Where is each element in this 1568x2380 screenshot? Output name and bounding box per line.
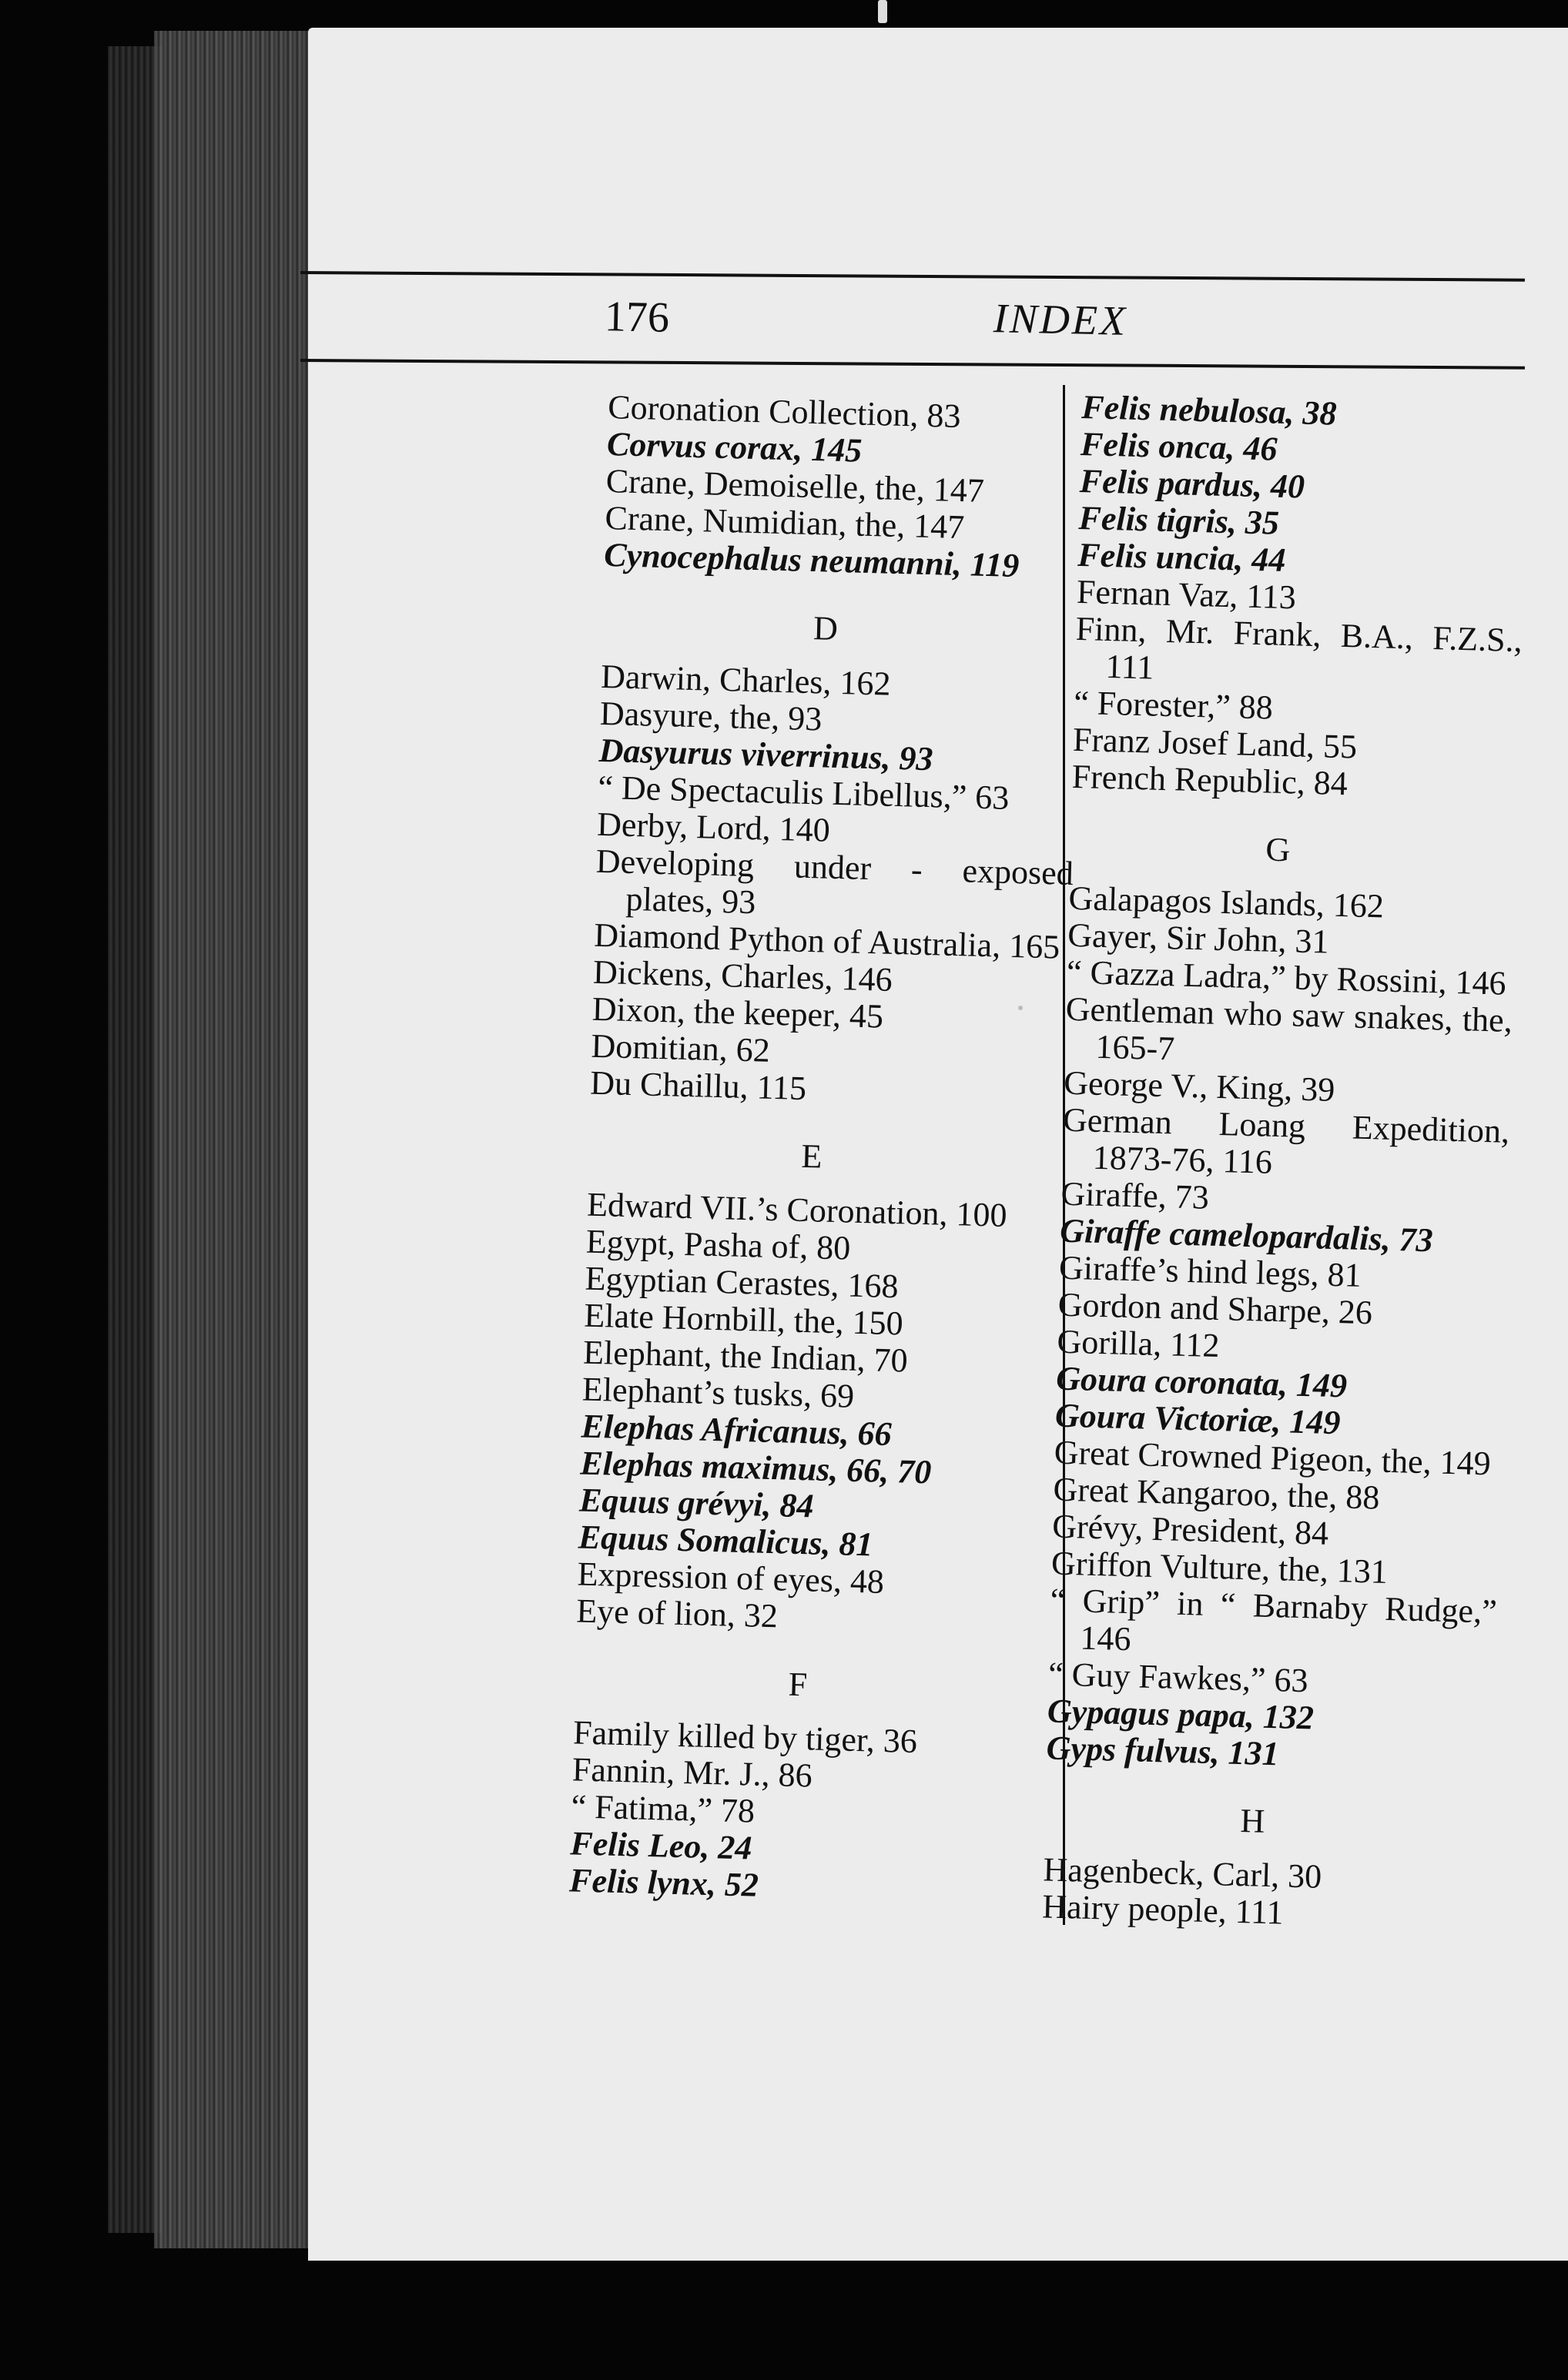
index-entry: Elephant, the Indian, 70 xyxy=(582,1333,909,1380)
index-entry: Domitian, 62 xyxy=(591,1026,771,1069)
index-entry: Hairy people, 111 xyxy=(1041,1887,1285,1932)
index-entry: Giraffe’s hind legs, 81 xyxy=(1058,1248,1362,1294)
index-entry: Family killed by tiger, 36 xyxy=(572,1713,918,1761)
index-entry: Derby, Lord, 140 xyxy=(596,805,831,849)
section-letter: G xyxy=(1265,830,1291,869)
index-entry: Egyptian Cerastes, 168 xyxy=(585,1259,900,1306)
index-entry: French Republic, 84 xyxy=(1071,757,1349,803)
index-entry: Edward VII.’s Coronation, 100 xyxy=(586,1185,1008,1234)
index-entry: George V., King, 39 xyxy=(1063,1063,1335,1109)
index-entry: Giraffe, 73 xyxy=(1060,1174,1210,1217)
index-entry: Felis tigris, 35 xyxy=(1077,498,1280,542)
index-entry: Giraffe camelopardalis, 73 xyxy=(1059,1211,1434,1260)
index-entry: Gorilla, 112 xyxy=(1056,1322,1221,1365)
index-column-right xyxy=(1042,389,1529,1936)
section-letter: F xyxy=(788,1665,808,1704)
index-entry: Dasyure, the, 93 xyxy=(599,694,823,738)
index-entry: Finn, Mr. Frank, B.A., F.Z.S., 111 xyxy=(1075,609,1523,687)
index-entry: Dasyurus viverrinus, 93 xyxy=(598,731,934,778)
index-entry: “ Gazza Ladra,” by Rossini, 146 xyxy=(1066,952,1507,1003)
index-entry: Eye of lion, 32 xyxy=(575,1592,779,1635)
index-entry: Coronation Collection, 83 xyxy=(607,388,962,435)
index-entry: “ Forester,” 88 xyxy=(1073,683,1274,727)
index-entry: Great Kangaroo, the, 88 xyxy=(1052,1470,1381,1517)
index-entry: Gayer, Sir John, 31 xyxy=(1067,916,1330,961)
index-entry: Cynocephalus neumanni, 119 xyxy=(603,535,1020,585)
index-entry: Galapagos Islands, 162 xyxy=(1068,879,1385,926)
paper-speck xyxy=(878,0,887,23)
index-entry: Equus grévyi, 84 xyxy=(578,1481,815,1525)
page-header xyxy=(0,293,1568,354)
index-entry: Grévy, President, 84 xyxy=(1051,1507,1329,1552)
section-letter: E xyxy=(800,1136,823,1176)
index-entry: “ Guy Fawkes,” 63 xyxy=(1047,1655,1309,1700)
index-column-left xyxy=(569,389,1086,1912)
index-entry: Griffon Vulture, the, 131 xyxy=(1050,1544,1389,1591)
index-entry: Gyps fulvus, 131 xyxy=(1046,1729,1280,1773)
index-entry: Felis lynx, 52 xyxy=(568,1861,759,1904)
index-entry: Gordon and Sharpe, 26 xyxy=(1057,1285,1373,1332)
section-letter: H xyxy=(1239,1802,1265,1840)
index-entry: Felis uncia, 44 xyxy=(1077,535,1287,579)
index-entry: Crane, Demoiselle, the, 147 xyxy=(605,461,985,510)
index-entry: Dixon, the keeper, 45 xyxy=(591,989,884,1036)
index-entry: Du Chaillu, 115 xyxy=(589,1063,807,1108)
index-entry: Felis nebulosa, 38 xyxy=(1081,388,1338,433)
index-entry: Great Crowned Pigeon, the, 149 xyxy=(1054,1433,1492,1483)
index-entry: Felis pardus, 40 xyxy=(1079,461,1305,506)
index-entry: Equus Somalicus, 81 xyxy=(578,1518,874,1564)
running-title: INDEX xyxy=(993,295,1128,344)
index-entry: Expression of eyes, 48 xyxy=(577,1555,885,1601)
index-entry: Diamond Python of Australia, 165 xyxy=(593,916,1060,966)
index-entry: Franz Josef Land, 55 xyxy=(1072,720,1358,766)
book-page-edges xyxy=(154,31,308,2248)
index-entry: “ Fatima,” 78 xyxy=(571,1787,756,1830)
index-entry: “ Grip” in “ Barnaby Rudge,” 146 xyxy=(1050,1581,1498,1659)
index-entry: “ De Spectaculis Libellus,” 63 xyxy=(597,768,1010,817)
index-entry: Crane, Numidian, the, 147 xyxy=(604,498,965,547)
page-number: 176 xyxy=(604,293,670,342)
index-entry: German Loang Expedition, 1873-76, 116 xyxy=(1062,1100,1510,1181)
index-entry: Gentleman who saw snakes, the, 165-7 xyxy=(1065,989,1513,1068)
index-entry: Felis onca, 46 xyxy=(1080,424,1278,468)
index-entry: Elephas maximus, 66, 70 xyxy=(579,1444,932,1491)
index-entry: Goura Victoriæ, 149 xyxy=(1054,1396,1341,1442)
index-entry: Gypagus papa, 132 xyxy=(1047,1692,1315,1737)
section-letter: D xyxy=(812,609,839,648)
index-entry: Fernan Vaz, 113 xyxy=(1076,572,1297,617)
index-entry: Developing under - exposed plates, 93 xyxy=(595,842,1074,922)
index-entry: Fannin, Mr. J., 86 xyxy=(571,1750,813,1795)
index-entry: Felis Leo, 24 xyxy=(569,1824,752,1867)
index-entry: Elate Hornbill, the, 150 xyxy=(583,1296,904,1343)
index-entry: Goura coronata, 149 xyxy=(1055,1359,1348,1405)
paper-speck xyxy=(1018,1006,1023,1010)
index-entry: Darwin, Charles, 162 xyxy=(600,657,892,703)
index-entry: Corvus corax, 145 xyxy=(606,424,863,470)
index-entry: Egypt, Pasha of, 80 xyxy=(585,1222,851,1267)
index-entry: Elephas Africanus, 66 xyxy=(581,1407,893,1454)
index-entry: Dickens, Charles, 146 xyxy=(592,952,893,999)
index-entry: Elephant’s tusks, 69 xyxy=(581,1370,855,1415)
index-entry: Hagenbeck, Carl, 30 xyxy=(1043,1850,1322,1896)
